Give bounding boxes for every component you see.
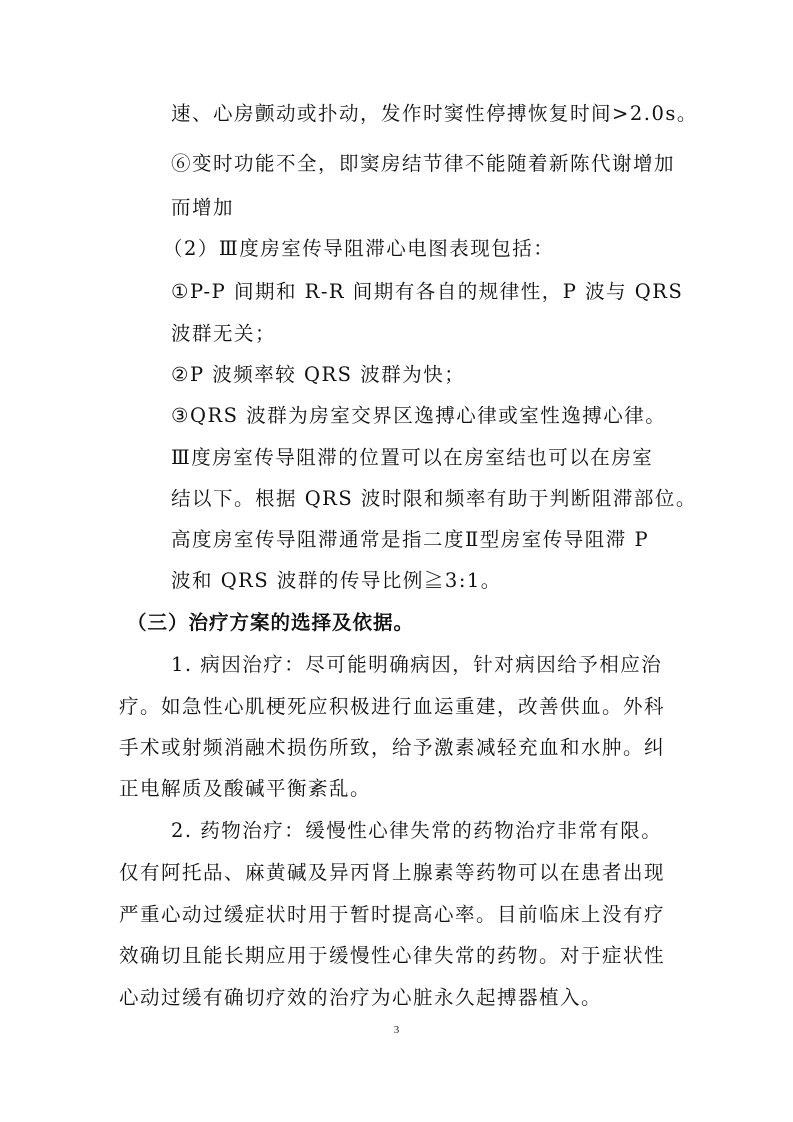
text-line: 严重心动过缓症状时用于暂时提高心率。目前临床上没有疗 xyxy=(119,903,666,926)
text-line: 波群无关； xyxy=(171,322,277,345)
page-number: 3 xyxy=(393,1024,400,1036)
text-line: 2. 药物治疗：缓慢性心律失常的药物治疗非常有限。 xyxy=(171,819,663,842)
text-line: ①P-P 间期和 R-R 间期有各自的规律性，P 波与 QRS xyxy=(171,280,684,303)
text-line: （2）Ⅲ度房室传导阻滞心电图表现包括： xyxy=(163,237,555,260)
text-line: ⑥变时功能不全，即窦房结节律不能随着新陈代谢增加 xyxy=(171,152,676,175)
text-line: ③QRS 波群为房室交界区逸搏心律或室性逸搏心律。 xyxy=(171,404,667,427)
text-line: 心动过缓有确切疗效的治疗为心脏永久起搏器植入。 xyxy=(119,986,603,1009)
section-heading: （三）治疗方案的选择及依据。 xyxy=(127,611,415,634)
text-line: 1. 病因治疗：尽可能明确病因，针对病因给予相应治 xyxy=(171,653,663,676)
text-line: 高度房室传导阻滞通常是指二度Ⅱ型房室传导阻滞 P xyxy=(171,528,650,551)
text-line: 波和 QRS 波群的传导比例≧3:1。 xyxy=(171,569,502,592)
text-line: 速、心房颤动或扑动，发作时窦性停搏恢复时间>2.0s。 xyxy=(171,102,698,125)
text-line: Ⅲ度房室传导阻滞的位置可以在房室结也可以在房室 xyxy=(171,446,654,469)
text-line: 效确切且能长期应用于缓慢性心律失常的药物。对于症状性 xyxy=(119,944,666,967)
text-line: 结以下。根据 QRS 波时限和频率有助于判断阻滞部位。 xyxy=(171,487,697,510)
text-line: 仅有阿托品、麻黄碱及异丙肾上腺素等药物可以在患者出现 xyxy=(119,861,666,884)
text-line: ②P 波频率较 QRS 波群为快； xyxy=(171,363,466,386)
text-line: 疗。如急性心肌梗死应积极进行血运重建，改善供血。外科 xyxy=(119,695,666,718)
text-line: 手术或射频消融术损伤所致，给予激素减轻充血和水肿。纠 xyxy=(119,736,666,759)
text-line: 而增加 xyxy=(171,196,235,219)
text-line: 正电解质及酸碱平衡紊乱。 xyxy=(119,777,372,800)
